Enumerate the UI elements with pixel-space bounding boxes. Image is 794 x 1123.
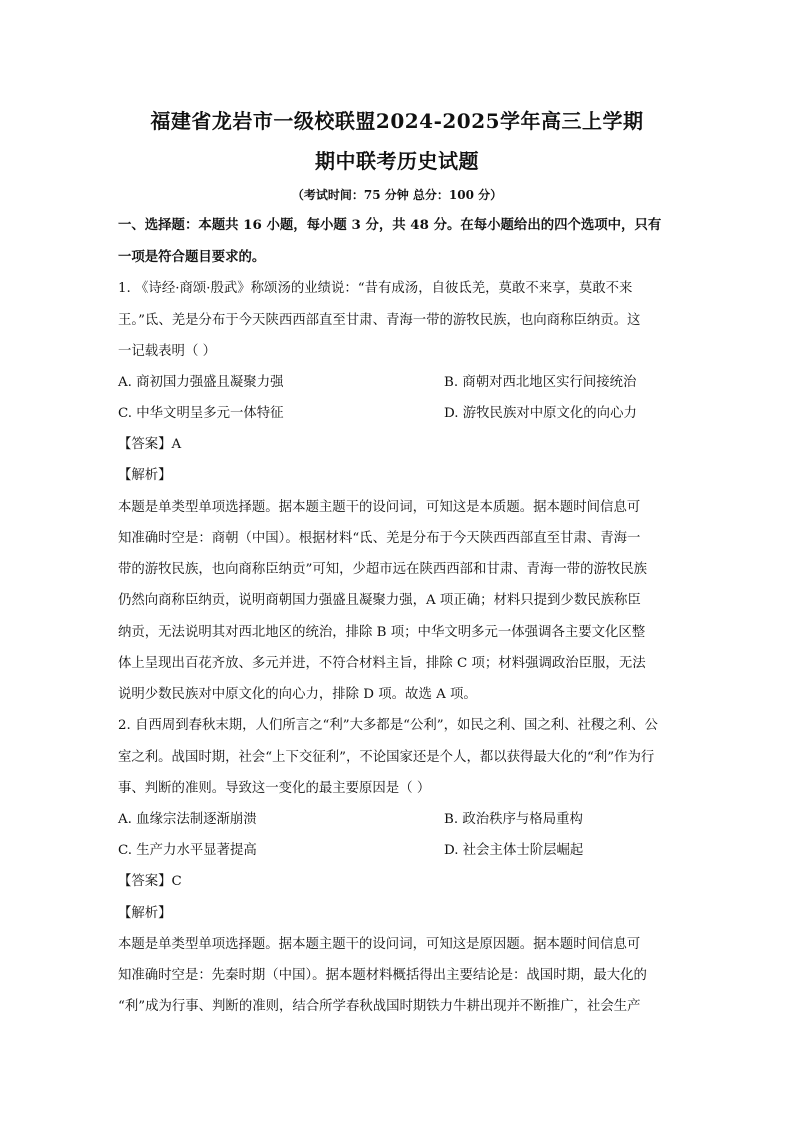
q1-option-a: A. 商初国力强盛且凝聚力强 [118, 375, 284, 390]
q2-answer: 【答案】C [118, 874, 182, 889]
q1-option-b: B. 商朝对西北地区实行间接统治 [444, 375, 637, 390]
q1-analysis-line: 体上呈现出百花齐放、多元并进，不符合材料主旨，排除 C 项；材料强调政治臣服，无法 [118, 656, 646, 671]
q2-analysis-line: 知准确时空是：先秦时期（中国）。据本题材料概括得出主要结论是：战国时期，最大化的 [118, 968, 647, 983]
q2-option-c: C. 生产力水平显著提高 [118, 843, 257, 858]
q1-analysis-line: 说明少数民族对中原文化的向心力，排除 D 项。故选 A 项。 [118, 687, 477, 702]
q1-option-c: C. 中华文明呈多元一体特征 [118, 406, 284, 421]
q2-option-d: D. 社会主体士阶层崛起 [444, 843, 584, 858]
q1-analysis-line: 本题是单类型单项选择题。据本题主题干的设问词，可知这是本质题。据本题时间信息可 [118, 500, 641, 515]
section-instruction: 一、选择题：本题共 16 小题，每小题 3 分，共 48 分。在每小题给出的四个选项中，只有 [118, 217, 662, 233]
q1-option-d: D. 游牧民族对中原文化的向心力 [444, 406, 637, 421]
exam-info: （考试时间：75 分钟 总分：100 分） [291, 188, 503, 202]
page-subtitle: 期中联考历史试题 [315, 149, 479, 173]
page-title: 福建省龙岩市一级校联盟2024-2025学年高三上学期 [150, 109, 644, 133]
q2-analysis-line: 本题是单类型单项选择题。据本题主题干的设问词，可知这是原因题。据本题时间信息可 [118, 937, 641, 952]
q2-stem-line: 2. 自西周到春秋末期，人们所言之“利”大多都是“公利”，如民之利、国之利、社稷之利、公 [118, 718, 658, 733]
q1-stem-line: 王。”氐、羌是分布于今天陕西西部直至甘肃、青海一带的游牧民族，也向商称臣纳贡。这 [118, 313, 641, 328]
q2-analysis-label: 【解析】 [118, 906, 172, 921]
section-instruction-cont: 一项是符合题目要求的。 [118, 249, 266, 265]
q2-analysis-line: “利”成为行事、判断的准则，结合所学春秋战国时期铁力牛耕出现并不断推广，社会生产 [118, 999, 641, 1014]
q1-analysis-line: 知准确时空是：商朝（中国）。根据材料“氐、羌是分布于今天陕西西部直至甘肃、青海一 [118, 531, 641, 546]
q1-answer: 【答案】A [118, 437, 182, 452]
q2-stem-line: 事、判断的准则。导致这一变化的最主要原因是（ ） [118, 781, 431, 796]
q2-option-b: B. 政治秩序与格局重构 [444, 812, 583, 827]
q1-stem-line: 1. 《诗经·商颂·殷武》称颂汤的业绩说：“昔有成汤，自彼氐羌，莫敢不来享，莫敢不来 [118, 281, 633, 296]
q1-analysis-line: 仍然向商称臣纳贡，说明商朝国力强盛且凝聚力强，A 项正确；材料只提到少数民族称臣 [118, 593, 641, 608]
q1-stem-line: 一记载表明（ ） [118, 344, 216, 359]
q2-stem-line: 室之利。战国时期，社会“上下交征利”，不论国家还是个人，都以获得最大化的“利”作为行 [118, 750, 655, 765]
q1-analysis-line: 带的游牧民族，也向商称臣纳贡”可知，少超市远在陕西西部和甘肃、青海一带的游牧民族 [118, 562, 648, 577]
q1-analysis-line: 纳贡，无法说明其对西北地区的统治，排除 B 项；中华文明多元一体强调各主要文化区整 [118, 625, 646, 640]
q1-analysis-label: 【解析】 [118, 468, 172, 483]
q2-option-a: A. 血缘宗法制逐渐崩溃 [118, 812, 257, 827]
